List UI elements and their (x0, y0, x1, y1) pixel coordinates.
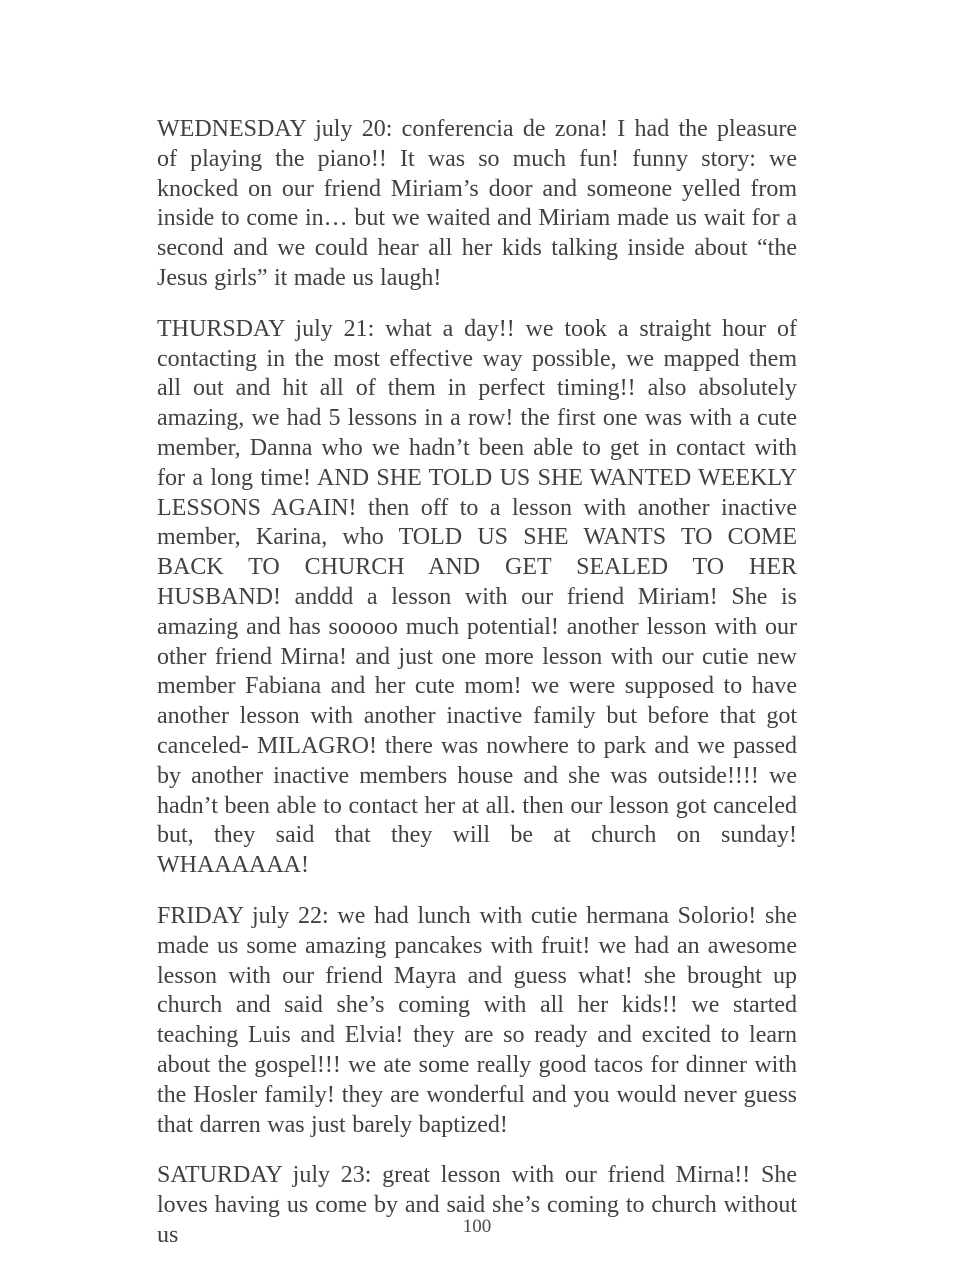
journal-entry-friday-july-22: FRIDAY july 22: we had lunch with cutie hermana Solorio! she made us some amazing pancakes with fruit! we had an awesome lesson with our friend Mayra and guess what! she brought up church and said she’s coming with all her kids!! we started teaching Luis and Elvia! they are so ready and excited to learn about the gospel!!! we ate some really good tacos for dinner with the Hosler family! they are wonderful and you would never guess that darren was just barely baptized! (157, 902, 797, 1138)
journal-entry-wednesday-july-20: WEDNESDAY july 20: conferencia de zona! I had the pleasure of playing the piano!! It was so much fun! funny story: we knocked on our friend Miriam’s door and someone yelled from inside to come in… but we waited and Miriam made us wait for a second and we could hear all her kids talking inside about “the Jesus girls” it made us laugh! (157, 116, 797, 291)
journal-text-block (157, 115, 797, 1272)
journal-entry-saturday-july-23: SATURDAY july 23: great lesson with our friend Mirna!! She loves having us come by and said she’s coming to church without us (157, 1162, 797, 1248)
page-number: 100 (462, 1216, 492, 1237)
journal-entry-thursday-july-21: THURSDAY july 21: what a day!! we took a straight hour of contacting in the most effective way possible, we mapped them all out and hit all of them in perfect timing!! also absolutely amazing, we had 5 lessons in a row! the first one was with a cute member, Danna who we hadn’t been able to get in contact with for a long time! AND SHE TOLD US SHE WANTED WEEKLY LESSONS AGAIN! then off to a lesson with another inactive member, Karina, who TOLD US SHE WANTS TO COME BACK TO CHURCH AND GET SEALED TO HER HUSBAND! anddd a lesson with our friend Miriam! She is amazing and has sooooo much potential! another lesson with our other friend Mirna! and just one more lesson with our cutie new member Fabiana and her cute mom! we were supposed to have another lesson with another inactive family but before that got canceled- MILAGRO! there was nowhere to park and we passed by another inactive members house and she was outside!!!! we hadn’t been able to contact her at all. then our lesson got canceled but, they said that they will be at church on sunday! WHAAAAAA! (157, 315, 797, 879)
